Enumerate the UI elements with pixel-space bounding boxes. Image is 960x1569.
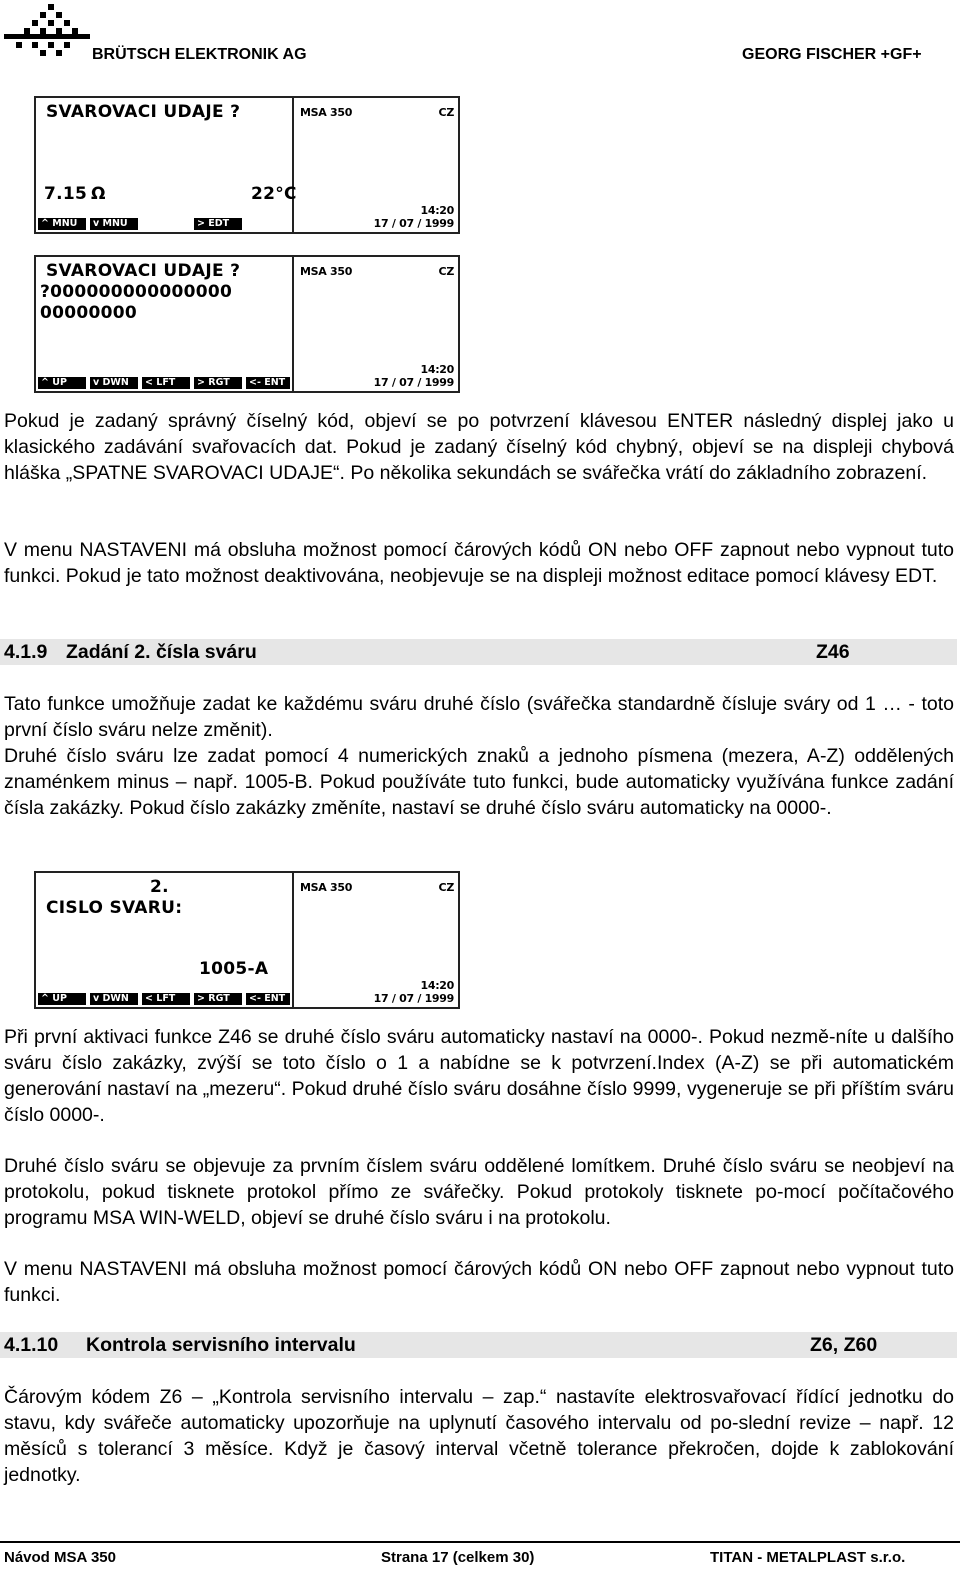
- company-logo: [4, 2, 90, 60]
- section-number: 4.1.9: [4, 641, 48, 663]
- softkey-up: ^ UP: [38, 377, 86, 389]
- lcd-line-1: SVAROVACI UDAJE ?: [46, 102, 241, 122]
- lcd-date: 17 / 07 / 1999: [373, 217, 454, 230]
- softkey-right: > RGT: [194, 993, 242, 1005]
- lcd-line-2: ?000000000000000: [40, 282, 233, 302]
- softkey-4: > EDT: [194, 218, 242, 230]
- lcd-info-panel: [294, 257, 458, 391]
- lcd-main-panel: [36, 257, 294, 391]
- softkey-left: < LFT: [142, 993, 190, 1005]
- lcd-time: 14:20: [420, 204, 454, 217]
- lcd-model: MSA 350: [300, 881, 353, 894]
- lcd-date: 17 / 07 / 1999: [373, 992, 454, 1005]
- lcd-info-panel: [294, 98, 458, 232]
- header-brand: GEORG FISCHER +GF+: [742, 46, 922, 63]
- lcd-ohm-symbol: Ω: [91, 184, 106, 204]
- lcd-model: MSA 350: [300, 106, 353, 119]
- softkey-enter: <- ENT: [246, 993, 290, 1005]
- softkey-left: < LFT: [142, 377, 190, 389]
- softkey-right: > RGT: [194, 377, 242, 389]
- section-title: Kontrola servisního intervalu: [86, 1334, 356, 1356]
- softkey-2: v MNU: [90, 218, 138, 230]
- footer-company: TITAN - METALPLAST s.r.o.: [710, 1549, 906, 1566]
- section-title: Zadání 2. čísla sváru: [66, 641, 257, 663]
- section-code: Z46: [816, 641, 850, 663]
- softkey-1: ^ MNU: [38, 218, 86, 230]
- lcd-time: 14:20: [420, 979, 454, 992]
- paragraph-function-intro: Tato funkce umožňuje zadat ke každému sváru druhé číslo (svářečka standardně čísluje sváry od 1 … - toto první číslo sváru nelze změnit).: [4, 693, 954, 741]
- lcd-language: CZ: [438, 106, 454, 119]
- lcd-line-2: CISLO SVARU:: [46, 898, 183, 918]
- softkey-down: v DWN: [90, 377, 138, 389]
- lcd-weld-number-value: 1005-A: [199, 959, 269, 979]
- lcd-main-panel: [36, 98, 297, 232]
- lcd-display-code-entry: [34, 255, 460, 393]
- lcd-display-welding-data: [34, 96, 460, 234]
- footer-page-number: Strana 17 (celkem 30): [381, 1549, 535, 1566]
- section-code: Z6, Z60: [810, 1334, 878, 1356]
- footer-divider: [0, 1541, 960, 1543]
- lcd-date: 17 / 07 / 1999: [373, 376, 454, 389]
- softkey-up: ^ UP: [38, 993, 86, 1005]
- section-heading-4-1-9: [0, 639, 957, 665]
- lcd-info-panel: [294, 873, 458, 1007]
- lcd-display-weld-number: [34, 871, 460, 1009]
- footer-manual: Návod MSA 350: [4, 1549, 116, 1566]
- lcd-line-1: 2.: [150, 877, 169, 897]
- paragraph-service-interval: Čárovým kódem Z6 – „Kontrola servisního intervalu – zap.“ nastavíte elektrosvařovací řídící jednotku do stavu, kdy svářeče automaticky upozorňuje na uplynutí časového intervalu od po-slední revize – např. 12 měsíců s tolerancí 3 měsíce. Když je časový interval včetně tolerance překročen, dojde k zablokování jednotky.: [4, 1386, 954, 1486]
- paragraph-protocol: Druhé číslo sváru se objevuje za prvním číslem sváru oddělené lomítkem. Druhé číslo sváru se neobjeví na protokolu, pokud tisknete protokol přímo ze svářečky. Pokud protokoly tisknete po-mocí počítačového programu MSA WIN-WELD, objeví se druhé číslo sváru i na protokolu.: [4, 1155, 954, 1229]
- header-company: BRÜTSCH ELEKTRONIK AG: [92, 46, 307, 63]
- paragraph-code-result: Pokud je zadaný správný číselný kód, objeví se po potvrzení klávesou ENTER následný displej jako u klasického zadávání svařovacích dat. Pokud je zadaný číselný kód chybný, objeví se na displeji chybová hláška „SPATNE SVAROVACI UDAJE“. Po několika sekundách se svářečka vrátí do základního zobrazení.: [4, 410, 954, 484]
- section-heading-4-1-10: [0, 1332, 957, 1358]
- paragraph-second-number: Druhé číslo sváru lze zadat pomocí 4 numerických znaků a jednoho písmena (mezera, A-Z) oddělených znaménkem minus – např. 1005-B. Pokud používáte tuto funkci, bude automaticky využívána funkce zadání čísla zakázky. Pokud číslo zakázky změníte, nastaví se druhé číslo sváru automaticky na 0000-.: [4, 745, 954, 819]
- lcd-language: CZ: [438, 265, 454, 278]
- lcd-line-1: SVAROVACI UDAJE ?: [46, 261, 241, 281]
- lcd-model: MSA 350: [300, 265, 353, 278]
- section-number: 4.1.10: [4, 1334, 59, 1356]
- lcd-main-panel: [36, 873, 294, 1007]
- lcd-line-3: 00000000: [40, 303, 138, 323]
- softkey-down: v DWN: [90, 993, 138, 1005]
- softkey-enter: <- ENT: [246, 377, 290, 389]
- paragraph-menu-setting: V menu NASTAVENI má obsluha možnost pomocí čárových kódů ON nebo OFF zapnout nebo vypnout tuto funkci. Pokud je tato možnost deaktivována, neobjevuje se na displeji možnost editace pomocí klávesy EDT.: [4, 539, 954, 587]
- lcd-temperature: 22°C: [251, 184, 297, 204]
- lcd-resistance: 7.15: [44, 184, 88, 204]
- lcd-language: CZ: [438, 881, 454, 894]
- lcd-time: 14:20: [420, 363, 454, 376]
- paragraph-first-activation: Při první aktivaci funkce Z46 se druhé číslo sváru automaticky nastaví na 0000-. Pokud nezmě-níte u dalšího sváru číslo zakázky, zvýší se toto číslo o 1 a nabídne se k potvrzení.Index (A-Z) se při automatickém generování nastaví na „mezeru“. Pokud druhé číslo sváru dosáhne číslo 9999, vygeneruje se při příštím sváru číslo 0000-.: [4, 1026, 954, 1126]
- paragraph-menu-setting-2: V menu NASTAVENI má obsluha možnost pomocí čárových kódů ON nebo OFF zapnout nebo vypnout tuto funkci.: [4, 1258, 954, 1306]
